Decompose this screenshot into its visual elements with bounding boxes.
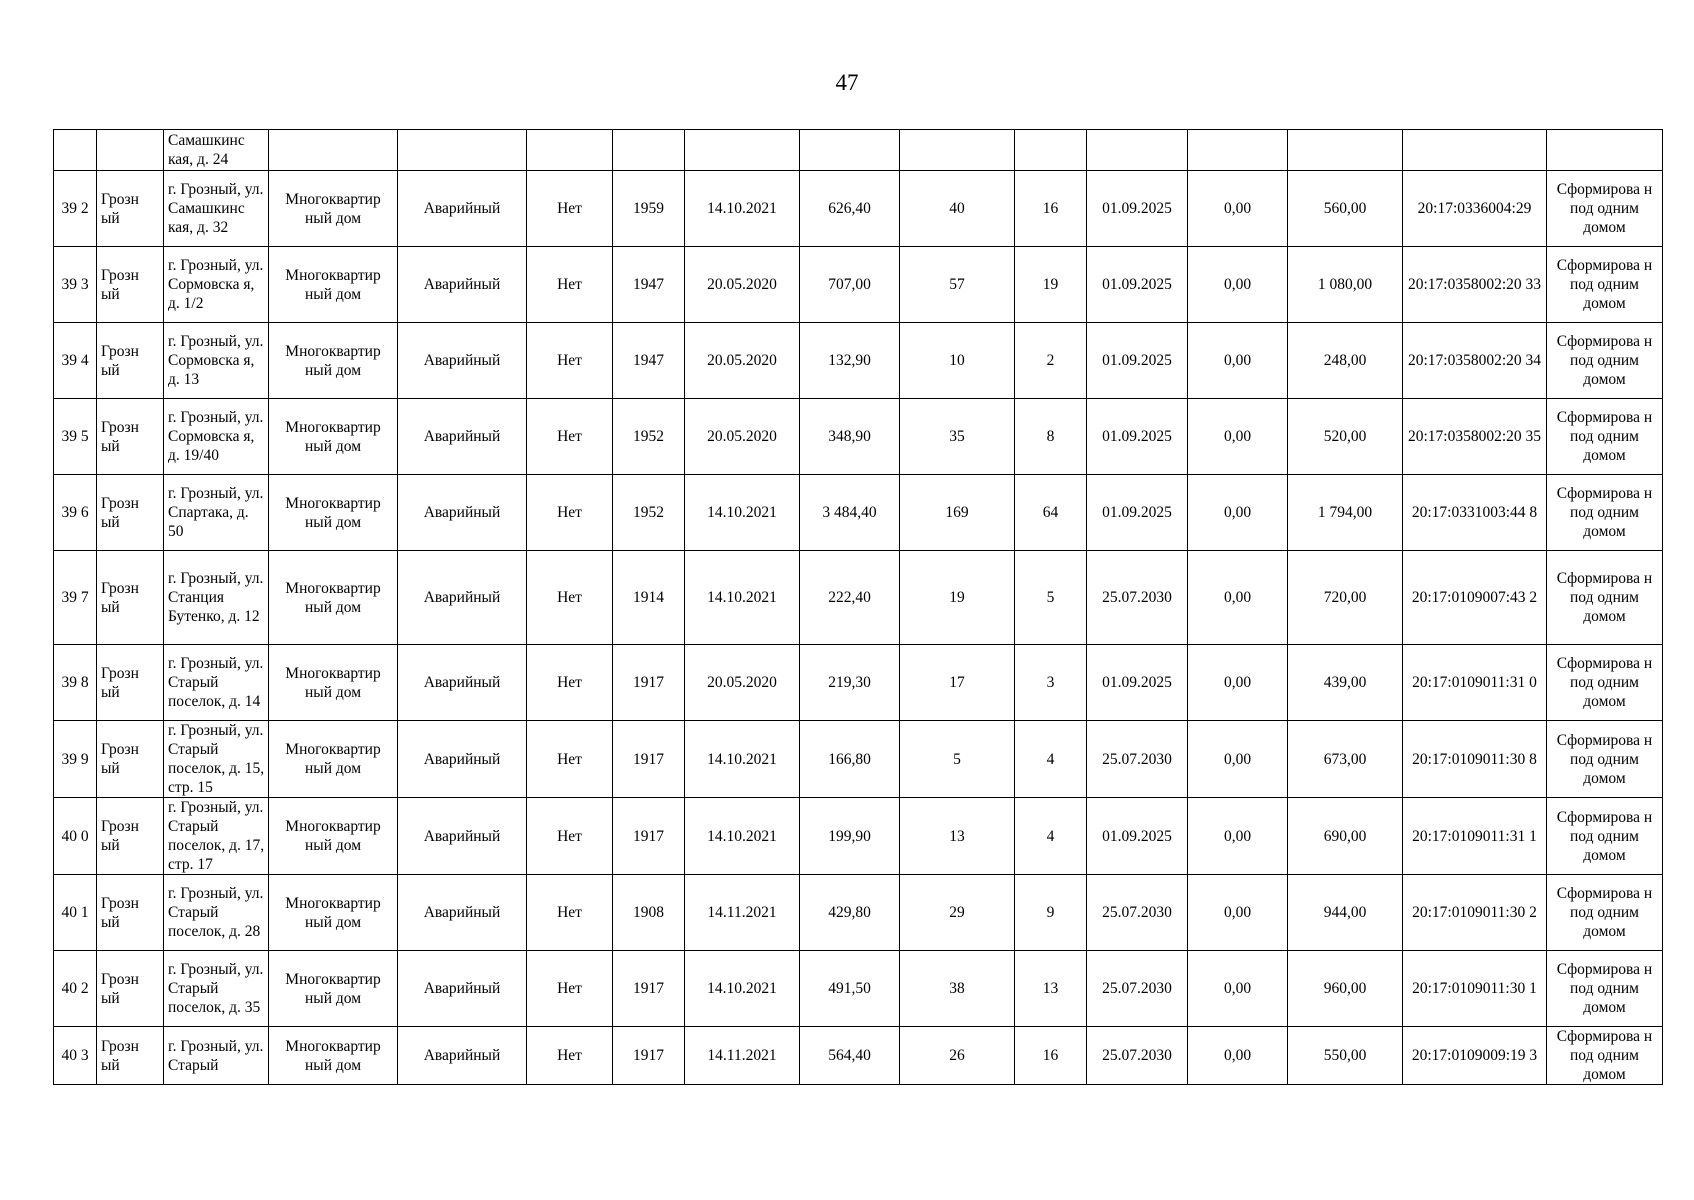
cell-residents: 169 — [900, 475, 1015, 551]
table-row — [54, 951, 1663, 1027]
cell-flag: Нет — [527, 475, 613, 551]
cell-type: Многоквартир ный дом — [269, 798, 398, 875]
cell-val1: 0,00 — [1188, 475, 1288, 551]
cell-val2: 550,00 — [1288, 1027, 1403, 1085]
cell-address: г. Грозный, ул. Старый поселок, д. 17, стр. 17 — [164, 798, 269, 875]
cell-date: 14.10.2021 — [685, 951, 800, 1027]
cell-val1: 0,00 — [1188, 951, 1288, 1027]
cell-type: Многоквартир ный дом — [269, 1027, 398, 1085]
cell-deadline: 01.09.2025 — [1087, 323, 1188, 399]
cell-residents: 17 — [900, 645, 1015, 721]
cell-cadastral: 20:17:0109011:30 8 — [1403, 721, 1547, 798]
cell-cadastral: 20:17:0109011:31 1 — [1403, 798, 1547, 875]
cell-note: Сформирова н под одним домом — [1547, 171, 1663, 247]
cell-units: 19 — [1015, 247, 1087, 323]
cell-address: г. Грозный, ул. Сормовска я, д. 13 — [164, 323, 269, 399]
cell-area: 132,90 — [800, 323, 900, 399]
cell-area: 3 484,40 — [800, 475, 900, 551]
cell-year: 1914 — [613, 551, 685, 645]
cell-status — [398, 130, 527, 171]
table-row — [54, 171, 1663, 247]
cell-flag: Нет — [527, 1027, 613, 1085]
cell-val2: 960,00 — [1288, 951, 1403, 1027]
cell-val2: 248,00 — [1288, 323, 1403, 399]
cell-units: 8 — [1015, 399, 1087, 475]
cell-city: Грозн ый — [97, 475, 164, 551]
cell-val1: 0,00 — [1188, 247, 1288, 323]
cell-date: 14.10.2021 — [685, 721, 800, 798]
cell-area: 222,40 — [800, 551, 900, 645]
cell-residents: 38 — [900, 951, 1015, 1027]
cell-note: Сформирова н под одним домом — [1547, 475, 1663, 551]
cell-status: Аварийный — [398, 645, 527, 721]
cell-val2: 944,00 — [1288, 875, 1403, 951]
cell-residents: 29 — [900, 875, 1015, 951]
cell-units: 16 — [1015, 1027, 1087, 1085]
cell-note: Сформирова н под одним домом — [1547, 247, 1663, 323]
cell-type: Многоквартир ный дом — [269, 721, 398, 798]
cell-type: Многоквартир ный дом — [269, 247, 398, 323]
table-row — [54, 247, 1663, 323]
cell-residents: 13 — [900, 798, 1015, 875]
cell-date: 14.11.2021 — [685, 1027, 800, 1085]
cell-no: 40 3 — [54, 1027, 97, 1085]
cell-status: Аварийный — [398, 721, 527, 798]
table-row — [54, 399, 1663, 475]
table-row-continuation — [54, 130, 1663, 171]
cell-address: г. Грозный, ул. Старый поселок, д. 28 — [164, 875, 269, 951]
cell-date: 14.10.2021 — [685, 798, 800, 875]
cell-status: Аварийный — [398, 399, 527, 475]
cell-val2: 439,00 — [1288, 645, 1403, 721]
cell-type — [269, 130, 398, 171]
cell-val1 — [1188, 130, 1288, 171]
cell-year: 1959 — [613, 171, 685, 247]
cell-residents: 10 — [900, 323, 1015, 399]
cell-cadastral: 20:17:0331003:44 8 — [1403, 475, 1547, 551]
cell-cadastral: 20:17:0358002:20 35 — [1403, 399, 1547, 475]
cell-residents: 26 — [900, 1027, 1015, 1085]
cell-area: 564,40 — [800, 1027, 900, 1085]
cell-city: Грозн ый — [97, 323, 164, 399]
cell-address: г. Грозный, ул. Старый поселок, д. 14 — [164, 645, 269, 721]
cell-status: Аварийный — [398, 798, 527, 875]
cell-flag: Нет — [527, 721, 613, 798]
cell-type: Многоквартир ный дом — [269, 875, 398, 951]
cell-type: Многоквартир ный дом — [269, 399, 398, 475]
cell-type: Многоквартир ный дом — [269, 551, 398, 645]
cell-address: Самашкинс кая, д. 24 — [164, 130, 269, 171]
cell-city: Грозн ый — [97, 645, 164, 721]
cell-deadline: 25.07.2030 — [1087, 551, 1188, 645]
cell-flag: Нет — [527, 323, 613, 399]
cell-no: 40 1 — [54, 875, 97, 951]
cell-city: Грозн ый — [97, 875, 164, 951]
cell-deadline: 01.09.2025 — [1087, 475, 1188, 551]
cell-area: 491,50 — [800, 951, 900, 1027]
cell-residents: 57 — [900, 247, 1015, 323]
cell-address: г. Грозный, ул. Старый поселок, д. 35 — [164, 951, 269, 1027]
cell-val1: 0,00 — [1188, 645, 1288, 721]
cell-cadastral: 20:17:0109009:19 3 — [1403, 1027, 1547, 1085]
cell-residents — [900, 130, 1015, 171]
cell-date: 20.05.2020 — [685, 645, 800, 721]
cell-city: Грозн ый — [97, 399, 164, 475]
cell-units: 2 — [1015, 323, 1087, 399]
cell-flag: Нет — [527, 798, 613, 875]
cell-val2: 1 794,00 — [1288, 475, 1403, 551]
cell-val2 — [1288, 130, 1403, 171]
cell-cadastral: 20:17:0109011:30 1 — [1403, 951, 1547, 1027]
cell-flag — [527, 130, 613, 171]
table-row — [54, 798, 1663, 875]
cell-deadline — [1087, 130, 1188, 171]
cell-address: г. Грозный, ул. Спартака, д. 50 — [164, 475, 269, 551]
table-row — [54, 645, 1663, 721]
cell-val1: 0,00 — [1188, 875, 1288, 951]
cell-city: Грозн ый — [97, 247, 164, 323]
cell-year: 1947 — [613, 247, 685, 323]
cell-status: Аварийный — [398, 875, 527, 951]
cell-no: 39 8 — [54, 645, 97, 721]
cell-type: Многоквартир ный дом — [269, 475, 398, 551]
cell-status: Аварийный — [398, 323, 527, 399]
cell-date: 14.10.2021 — [685, 551, 800, 645]
cell-val1: 0,00 — [1188, 1027, 1288, 1085]
cell-year: 1947 — [613, 323, 685, 399]
cell-val2: 720,00 — [1288, 551, 1403, 645]
cell-val1: 0,00 — [1188, 551, 1288, 645]
cell-deadline: 01.09.2025 — [1087, 645, 1188, 721]
cell-no: 39 3 — [54, 247, 97, 323]
cell-val1: 0,00 — [1188, 798, 1288, 875]
cell-area — [800, 130, 900, 171]
cell-no: 39 7 — [54, 551, 97, 645]
cell-note: Сформирова н под одним домом — [1547, 1027, 1663, 1085]
cell-area: 429,80 — [800, 875, 900, 951]
cell-val2: 520,00 — [1288, 399, 1403, 475]
cell-deadline: 25.07.2030 — [1087, 875, 1188, 951]
cell-area: 348,90 — [800, 399, 900, 475]
cell-year — [613, 130, 685, 171]
table-body — [54, 130, 1663, 1085]
cell-note: Сформирова н под одним домом — [1547, 551, 1663, 645]
cell-cadastral: 20:17:0358002:20 33 — [1403, 247, 1547, 323]
cell-status: Аварийный — [398, 1027, 527, 1085]
cell-city: Грозн ый — [97, 1027, 164, 1085]
cell-address: г. Грозный, ул. Сормовска я, д. 19/40 — [164, 399, 269, 475]
cell-deadline: 25.07.2030 — [1087, 1027, 1188, 1085]
table-row — [54, 1027, 1663, 1085]
cell-date — [685, 130, 800, 171]
cell-status: Аварийный — [398, 551, 527, 645]
table-row — [54, 875, 1663, 951]
cell-units: 9 — [1015, 875, 1087, 951]
cell-units: 64 — [1015, 475, 1087, 551]
cell-area: 166,80 — [800, 721, 900, 798]
cell-deadline: 01.09.2025 — [1087, 798, 1188, 875]
cell-flag: Нет — [527, 171, 613, 247]
cell-val2: 1 080,00 — [1288, 247, 1403, 323]
cell-units: 13 — [1015, 951, 1087, 1027]
cell-city: Грозн ый — [97, 951, 164, 1027]
cell-flag: Нет — [527, 551, 613, 645]
cell-type: Многоквартир ный дом — [269, 951, 398, 1027]
cell-year: 1952 — [613, 475, 685, 551]
cell-deadline: 25.07.2030 — [1087, 951, 1188, 1027]
cell-area: 219,30 — [800, 645, 900, 721]
housing-registry-table — [53, 129, 1663, 1085]
cell-note: Сформирова н под одним домом — [1547, 875, 1663, 951]
cell-no: 39 4 — [54, 323, 97, 399]
cell-city: Грозн ый — [97, 721, 164, 798]
cell-address: г. Грозный, ул. Старый — [164, 1027, 269, 1085]
cell-type: Многоквартир ный дом — [269, 171, 398, 247]
cell-flag: Нет — [527, 951, 613, 1027]
cell-cadastral — [1403, 130, 1547, 171]
cell-address: г. Грозный, ул. Старый поселок, д. 15, стр. 15 — [164, 721, 269, 798]
cell-units: 16 — [1015, 171, 1087, 247]
table-row — [54, 721, 1663, 798]
cell-deadline: 01.09.2025 — [1087, 399, 1188, 475]
cell-year: 1917 — [613, 798, 685, 875]
cell-cadastral: 20:17:0109011:31 0 — [1403, 645, 1547, 721]
cell-no: 39 6 — [54, 475, 97, 551]
cell-cadastral: 20:17:0109007:43 2 — [1403, 551, 1547, 645]
cell-city: Грозн ый — [97, 798, 164, 875]
cell-units — [1015, 130, 1087, 171]
cell-flag: Нет — [527, 399, 613, 475]
cell-no: 39 9 — [54, 721, 97, 798]
cell-flag: Нет — [527, 247, 613, 323]
cell-no: 40 0 — [54, 798, 97, 875]
cell-area: 626,40 — [800, 171, 900, 247]
cell-date: 14.10.2021 — [685, 171, 800, 247]
cell-address: г. Грозный, ул. Сормовска я, д. 1/2 — [164, 247, 269, 323]
cell-no: 39 2 — [54, 171, 97, 247]
cell-val2: 690,00 — [1288, 798, 1403, 875]
cell-note: Сформирова н под одним домом — [1547, 645, 1663, 721]
cell-deadline: 01.09.2025 — [1087, 171, 1188, 247]
cell-date: 20.05.2020 — [685, 399, 800, 475]
cell-no: 40 2 — [54, 951, 97, 1027]
cell-residents: 35 — [900, 399, 1015, 475]
cell-val2: 560,00 — [1288, 171, 1403, 247]
cell-city: Грозн ый — [97, 171, 164, 247]
cell-year: 1917 — [613, 951, 685, 1027]
table-row — [54, 551, 1663, 645]
cell-val1: 0,00 — [1188, 721, 1288, 798]
page-number: 47 — [835, 70, 859, 95]
cell-status: Аварийный — [398, 951, 527, 1027]
cell-val1: 0,00 — [1188, 171, 1288, 247]
cell-note: Сформирова н под одним домом — [1547, 323, 1663, 399]
cell-val1: 0,00 — [1188, 399, 1288, 475]
cell-year: 1917 — [613, 645, 685, 721]
cell-note: Сформирова н под одним домом — [1547, 399, 1663, 475]
cell-year: 1917 — [613, 1027, 685, 1085]
cell-year: 1952 — [613, 399, 685, 475]
cell-val1: 0,00 — [1188, 323, 1288, 399]
cell-date: 20.05.2020 — [685, 323, 800, 399]
cell-units: 3 — [1015, 645, 1087, 721]
cell-address: г. Грозный, ул. Самашкинс кая, д. 32 — [164, 171, 269, 247]
cell-status: Аварийный — [398, 171, 527, 247]
cell-note: Сформирова н под одним домом — [1547, 721, 1663, 798]
cell-area: 707,00 — [800, 247, 900, 323]
cell-residents: 19 — [900, 551, 1015, 645]
cell-no — [54, 130, 97, 171]
cell-cadastral: 20:17:0336004:29 — [1403, 171, 1547, 247]
cell-no: 39 5 — [54, 399, 97, 475]
cell-area: 199,90 — [800, 798, 900, 875]
cell-residents: 40 — [900, 171, 1015, 247]
cell-units: 5 — [1015, 551, 1087, 645]
cell-date: 14.10.2021 — [685, 475, 800, 551]
table-row — [54, 475, 1663, 551]
cell-note: Сформирова н под одним домом — [1547, 798, 1663, 875]
cell-units: 4 — [1015, 721, 1087, 798]
cell-date: 20.05.2020 — [685, 247, 800, 323]
cell-val2: 673,00 — [1288, 721, 1403, 798]
cell-status: Аварийный — [398, 475, 527, 551]
cell-year: 1908 — [613, 875, 685, 951]
cell-city — [97, 130, 164, 171]
cell-status: Аварийный — [398, 247, 527, 323]
cell-date: 14.11.2021 — [685, 875, 800, 951]
cell-units: 4 — [1015, 798, 1087, 875]
cell-type: Многоквартир ный дом — [269, 323, 398, 399]
cell-city: Грозн ый — [97, 551, 164, 645]
cell-note: Сформирова н под одним домом — [1547, 951, 1663, 1027]
cell-deadline: 01.09.2025 — [1087, 247, 1188, 323]
cell-flag: Нет — [527, 645, 613, 721]
cell-cadastral: 20:17:0358002:20 34 — [1403, 323, 1547, 399]
cell-address: г. Грозный, ул. Станция Бутенко, д. 12 — [164, 551, 269, 645]
cell-note — [1547, 130, 1663, 171]
cell-type: Многоквартир ный дом — [269, 645, 398, 721]
cell-residents: 5 — [900, 721, 1015, 798]
cell-cadastral: 20:17:0109011:30 2 — [1403, 875, 1547, 951]
table-row — [54, 323, 1663, 399]
cell-deadline: 25.07.2030 — [1087, 721, 1188, 798]
cell-flag: Нет — [527, 875, 613, 951]
cell-year: 1917 — [613, 721, 685, 798]
